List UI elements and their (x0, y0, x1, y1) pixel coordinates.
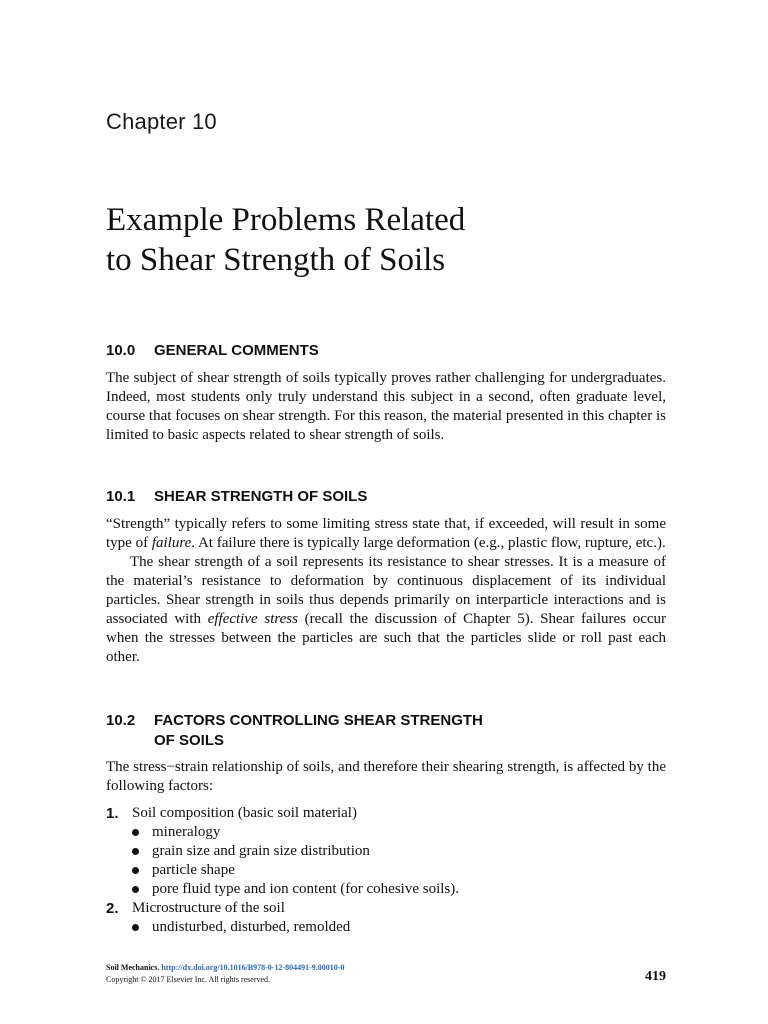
list-item (106, 899, 666, 918)
bullet-text: mineralogy (152, 824, 221, 840)
section-heading (106, 487, 666, 507)
factor-list (106, 804, 666, 937)
paragraph (106, 553, 666, 667)
emphasis-text: effective stress (207, 611, 298, 627)
list-item-text: Soil composition (basic soil material) (132, 805, 357, 821)
copyright-line: Copyright © 2017 Elsevier Inc. All rights reserved. (106, 975, 271, 984)
bullet-icon (132, 924, 139, 931)
section-heading (106, 341, 666, 361)
bullet-item (106, 880, 666, 899)
chapter-title-line-2: to Shear Strength of Soils (106, 242, 446, 278)
bullet-item (106, 918, 666, 937)
section-10-1 (106, 487, 666, 667)
page-footer (106, 962, 666, 986)
paragraph-text: The shear strength of a soil represents its resistance to shear stresses. It is a measure of the material’s resistance to deformation by continuous displacement of its individual particles. Shear strength in soils thus depends primarily on interparticle interactions and is associated with (106, 554, 666, 627)
section-heading (106, 711, 666, 751)
bullet-icon (132, 886, 139, 893)
section-10-2 (106, 711, 666, 937)
paragraph (106, 515, 666, 553)
section-title: SHEAR STRENGTH OF SOILS (154, 488, 368, 505)
emphasis-text: failure (151, 535, 192, 551)
chapter-label: Chapter 10 (106, 109, 217, 134)
bullet-icon (132, 867, 139, 874)
citation-line (106, 962, 666, 974)
paragraph-text: (recall the discussion of Chapter 5). Shear failures occur when the stresses between the particles are such that the particles slide or roll past each other. (106, 611, 667, 665)
chapter-title (106, 200, 666, 280)
list-number: 2. (106, 900, 119, 917)
list-number: 1. (106, 805, 119, 822)
bullet-text: grain size and grain size distribution (152, 843, 370, 859)
doi-link[interactable]: http://dx.doi.org/10.1016/B978-0-12-804491-9.00010-0 (161, 963, 345, 972)
bullet-icon (132, 848, 139, 855)
page-number: 419 (645, 969, 666, 984)
paragraph: The subject of shear strength of soils typically proves rather challenging for undergraduates. Indeed, most students only truly understand this subject in a second, often graduate level, course that focuses on shear strength. For this reason, the material presented in this chapter is limited to basic aspects related to shear strength of soils. (106, 370, 666, 443)
paragraph-text: . At failure there is typically large deformation (e.g., plastic flow, rupture, etc.). (191, 535, 666, 551)
bullet-text: pore fluid type and ion content (for cohesive soils). (152, 881, 460, 897)
bullet-item (106, 861, 666, 880)
bullet-item (106, 823, 666, 842)
bullet-text: particle shape (152, 862, 235, 878)
section-title: GENERAL COMMENTS (154, 342, 319, 359)
section-title: FACTORS CONTROLLING SHEAR STRENGTH (154, 712, 483, 729)
bullet-text: undisturbed, disturbed, remolded (152, 919, 351, 935)
paragraph: The stress−strain relationship of soils, and therefore their shearing strength, is affected by the following factors: (106, 759, 666, 794)
list-item-text: Microstructure of the soil (132, 900, 285, 916)
section-number: 10.0 (106, 342, 136, 359)
bullet-icon (132, 829, 139, 836)
section-number: 10.2 (106, 712, 136, 729)
section-10-0 (106, 341, 666, 445)
book-label: Soil Mechanics. (106, 963, 160, 972)
chapter-title-line-1: Example Problems Related (106, 202, 466, 238)
bullet-item (106, 842, 666, 861)
list-item (106, 804, 666, 823)
paragraph-text: “Strength” typically refers to some limiting stress state that, if exceeded, will result in some type of (106, 516, 666, 551)
section-title-continued: OF SOILS (154, 732, 225, 749)
section-number: 10.1 (106, 488, 136, 505)
